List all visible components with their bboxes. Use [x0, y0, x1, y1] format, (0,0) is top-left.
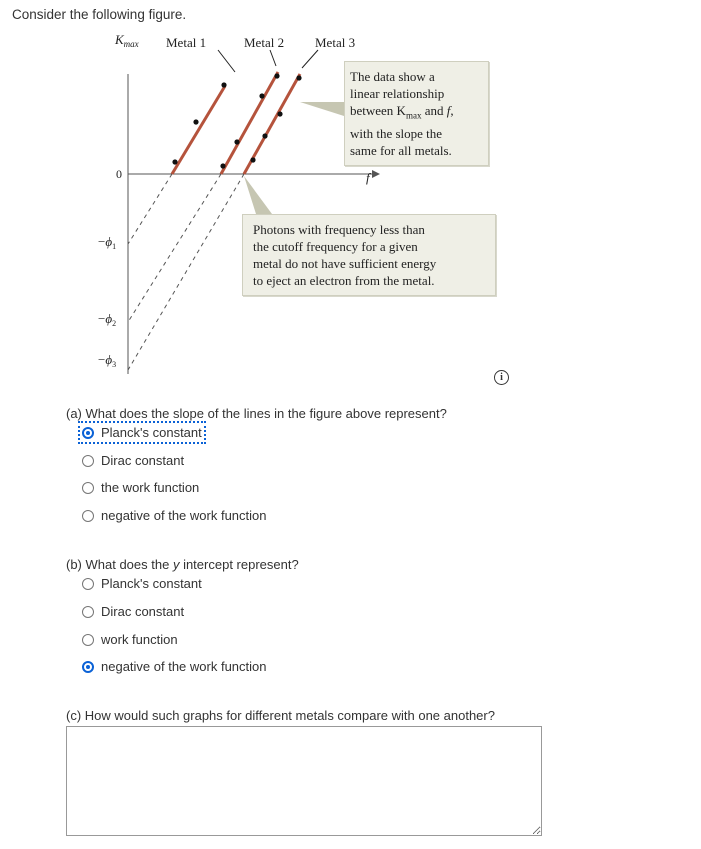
question-a-text: What does the slope of the lines in the figure above represent? [85, 406, 447, 421]
question-b-suffix: intercept represent? [179, 557, 299, 572]
a-option-work-function[interactable] [82, 480, 199, 495]
option-label: Dirac constant [101, 604, 185, 619]
x-axis-arrow [372, 170, 380, 178]
b-option-dirac-constant[interactable] [82, 604, 184, 619]
intro-text: Consider the following figure. [12, 7, 187, 22]
radio-button[interactable] [82, 427, 94, 439]
radio-button[interactable] [82, 455, 94, 467]
radio-button[interactable] [82, 578, 94, 590]
question-c: (c) How would such graphs for different metals compare with one another? [66, 708, 495, 723]
question-b-y: y [172, 557, 180, 572]
question-a [66, 406, 447, 421]
metal-3-extrapolation [128, 174, 244, 370]
metal-1-point [193, 119, 198, 124]
radio-button[interactable] [82, 634, 94, 646]
b-option-plancks-constant[interactable] [82, 576, 202, 591]
callout-b-line: metal do not have sufficient energy [253, 256, 437, 271]
metal-2-line [221, 72, 278, 174]
metal-3-point [277, 111, 282, 116]
metal-2-point [259, 93, 264, 98]
zero-label: 0 [116, 167, 122, 181]
question-b-prefix: (b) What does the [66, 557, 173, 572]
b-option-work-function[interactable] [82, 632, 178, 647]
phi3-label: $-\phi_3$ [98, 352, 117, 369]
a-option-negative-work-function[interactable] [82, 508, 267, 523]
y-axis-label: $K_{max}$ [115, 32, 139, 49]
radio-button[interactable] [82, 482, 94, 494]
callout-b-line: Photons with frequency less than [253, 222, 425, 237]
metal-3-label: Metal 3 [315, 35, 356, 50]
metal-2-point [234, 139, 239, 144]
metal-1-label: Metal 1 [166, 35, 207, 50]
callout-a-pointer [300, 102, 344, 116]
slope-callout [344, 61, 489, 166]
metal-3-leader [302, 50, 318, 68]
metal-3-point [296, 75, 301, 80]
metal-2-point [274, 73, 279, 78]
radio-button[interactable] [82, 510, 94, 522]
answer-c-textarea[interactable] [66, 726, 542, 836]
metal-2-leader [270, 50, 276, 66]
metal-1-point [221, 82, 226, 87]
option-label: Planck's constant [101, 425, 202, 440]
callout-a-line: same for all metals. [350, 142, 452, 158]
option-label: negative of the work function [101, 508, 267, 523]
callout-b-pointer [244, 176, 272, 214]
a-option-dirac-constant[interactable] [82, 453, 184, 468]
metal-2-point [220, 163, 225, 168]
b-option-negative-work-function[interactable] [82, 659, 267, 674]
option-label: work function [101, 632, 178, 647]
question-a-prefix: (a) [66, 406, 86, 421]
callout-b-line: the cutoff frequency for a given [253, 239, 418, 254]
question-b [66, 557, 299, 572]
phi1-label: $-\phi_1$ [98, 234, 117, 251]
callout-a-line: with the slope the [350, 125, 443, 141]
metal-1-leader [218, 50, 235, 72]
cutoff-callout [242, 214, 496, 296]
a-option-plancks-constant[interactable] [82, 425, 202, 440]
option-label: negative of the work function [101, 659, 267, 674]
info-icon[interactable]: i [494, 370, 509, 385]
callout-b-line: to eject an electron from the metal. [253, 273, 435, 288]
metal-1-line [172, 86, 225, 174]
radio-button[interactable] [82, 606, 94, 618]
option-label: Dirac constant [101, 453, 185, 468]
x-axis-label: f [366, 170, 370, 185]
metal-3-point [250, 157, 255, 162]
metal-1-point [172, 159, 177, 164]
metal-2-extrapolation [128, 174, 221, 322]
callout-a-line: The data show a [350, 69, 435, 84]
photoelectric-figure [80, 30, 500, 380]
callout-a-line: between $K_{max}$ and f, [350, 103, 454, 121]
metal-1-extrapolation [128, 174, 172, 244]
radio-button[interactable] [82, 661, 94, 673]
callout-a-line: linear relationship [350, 86, 445, 101]
metal-2-label: Metal 2 [244, 35, 285, 50]
option-label: Planck's constant [101, 576, 202, 591]
metal-3-point [262, 133, 267, 138]
phi2-label: $-\phi_2$ [98, 311, 117, 328]
option-label: the work function [101, 480, 200, 495]
